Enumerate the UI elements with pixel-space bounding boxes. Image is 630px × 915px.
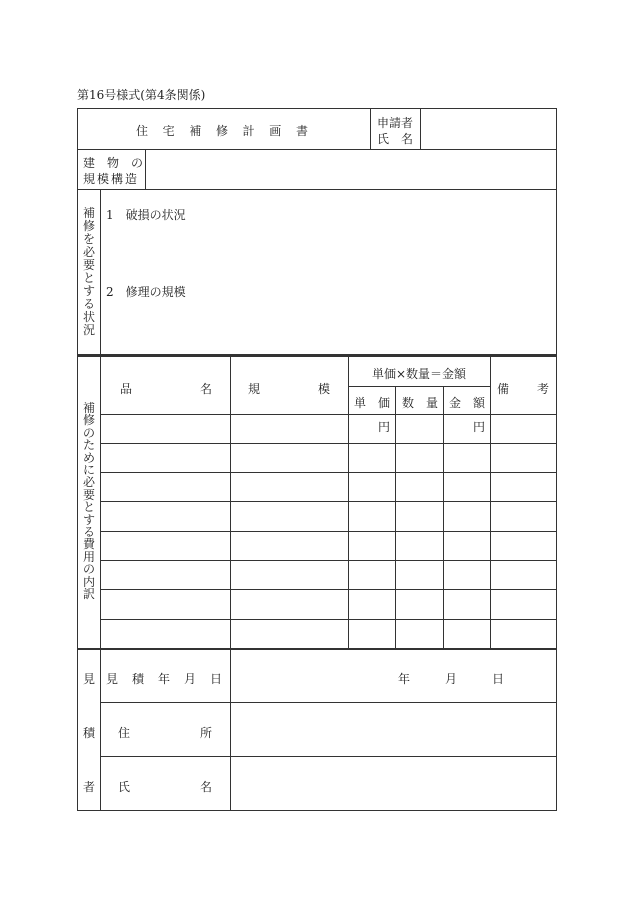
- row-rule: [100, 531, 557, 532]
- label-char: た: [82, 438, 95, 453]
- label-char: 所: [199, 726, 212, 740]
- estimate-year-label: 年: [398, 672, 411, 686]
- label-char: 品: [120, 382, 133, 396]
- building-label-line1: 建 物 の: [83, 156, 144, 170]
- divider: [100, 649, 101, 811]
- row-rule: [100, 501, 557, 502]
- label-char: 書: [295, 124, 308, 138]
- label-char: と: [82, 500, 95, 515]
- label-char: 内: [82, 574, 95, 589]
- label-char: 日: [209, 672, 222, 686]
- row-rule: [100, 472, 557, 473]
- label-char: 訳: [82, 587, 95, 602]
- estimate-month-label: 月: [445, 672, 458, 686]
- col-header-amount: 金 額: [449, 396, 486, 410]
- address-field[interactable]: [231, 703, 556, 755]
- address-label: [118, 724, 212, 741]
- label-char: 見: [106, 672, 119, 686]
- estimate-day-label: 日: [492, 672, 505, 686]
- label-char: 必: [82, 245, 95, 259]
- label-char: 画: [269, 124, 282, 138]
- formula-underline: [348, 386, 490, 387]
- label-char: 住: [118, 726, 131, 740]
- col-divider: [443, 386, 444, 649]
- yen-amount: 円: [473, 420, 486, 434]
- label-char: 模: [317, 382, 330, 396]
- label-char: 要: [82, 258, 95, 272]
- col-divider: [490, 356, 491, 649]
- col-header-remarks: [497, 380, 549, 397]
- label-char: 月: [183, 672, 196, 686]
- label-char: め: [82, 450, 95, 465]
- name-label: [118, 778, 212, 795]
- row-rule: [100, 619, 557, 620]
- double-rule: [77, 354, 557, 356]
- name-field[interactable]: [231, 757, 556, 810]
- col-header-item-name: [120, 380, 212, 397]
- label-char: 補: [189, 124, 202, 138]
- applicant-label: 申請者: [377, 116, 414, 130]
- estimate-date-label: [106, 670, 222, 687]
- label-char: 用: [82, 549, 95, 564]
- divider: [100, 356, 101, 649]
- label-char: 補: [82, 401, 95, 415]
- label-char: 氏: [118, 780, 131, 794]
- label-char: 要: [82, 487, 95, 502]
- divider: [370, 108, 371, 150]
- label-char: す: [82, 284, 95, 298]
- label-char: 費: [82, 537, 95, 552]
- label-char: 宅: [162, 124, 175, 138]
- cost-section-label: [80, 402, 98, 601]
- estimator-char-3: 者: [83, 780, 96, 794]
- label-char: を: [82, 232, 95, 246]
- label-char: に: [82, 463, 95, 478]
- label-char: 計: [242, 124, 255, 138]
- estimate-date-field[interactable]: [231, 650, 556, 701]
- col-header-scale: [248, 380, 330, 397]
- label-char: る: [82, 297, 95, 311]
- label-char: と: [82, 271, 95, 285]
- label-char: 年: [157, 672, 170, 686]
- form-number-label: 第16号様式(第4条関係): [77, 88, 206, 102]
- col-header-quantity: 数 量: [402, 396, 439, 410]
- label-char: 名: [199, 780, 212, 794]
- repair-scale-label: 2 修理の規模: [106, 285, 186, 299]
- label-char: 必: [82, 475, 95, 490]
- row-rule: [100, 414, 557, 415]
- row-rule: [100, 589, 557, 590]
- label-char: 住: [136, 124, 149, 138]
- row-rule: [100, 443, 557, 444]
- label-char: 状: [82, 310, 95, 324]
- label-char: 補: [82, 206, 95, 220]
- need-section-label: [80, 207, 98, 337]
- col-header-formula: 単価×数量＝金額: [372, 367, 467, 381]
- estimator-char-1: 見: [83, 672, 96, 686]
- label-char: 修: [82, 219, 95, 233]
- label-char: の: [82, 425, 95, 440]
- label-char: 規: [248, 382, 261, 396]
- col-header-unit-price: 単 価: [354, 396, 391, 410]
- label-char: 積: [131, 672, 144, 686]
- label-char: 況: [82, 323, 95, 337]
- label-char: 修: [82, 413, 95, 428]
- applicant-name-field[interactable]: [421, 109, 556, 149]
- label-char: 名: [199, 382, 212, 396]
- label-char: 考: [536, 382, 549, 396]
- col-divider: [230, 356, 231, 649]
- document-title: [136, 122, 308, 139]
- label-char: 修: [215, 124, 228, 138]
- label-char: 備: [497, 382, 510, 396]
- label-char: す: [82, 512, 95, 527]
- col-divider: [348, 356, 349, 649]
- building-label-line2: 規模構造: [83, 172, 140, 186]
- building-structure-field[interactable]: [146, 150, 556, 189]
- row-rule: [100, 560, 557, 561]
- label-char: の: [82, 562, 95, 577]
- need-description-field[interactable]: [101, 190, 556, 355]
- estimator-char-2: 積: [83, 726, 96, 740]
- damage-status-label: 1 破損の状況: [106, 208, 186, 222]
- col-divider: [395, 386, 396, 649]
- applicant-name-label: 氏 名: [377, 132, 414, 146]
- yen-unit-price: 円: [378, 420, 391, 434]
- label-char: る: [82, 525, 95, 540]
